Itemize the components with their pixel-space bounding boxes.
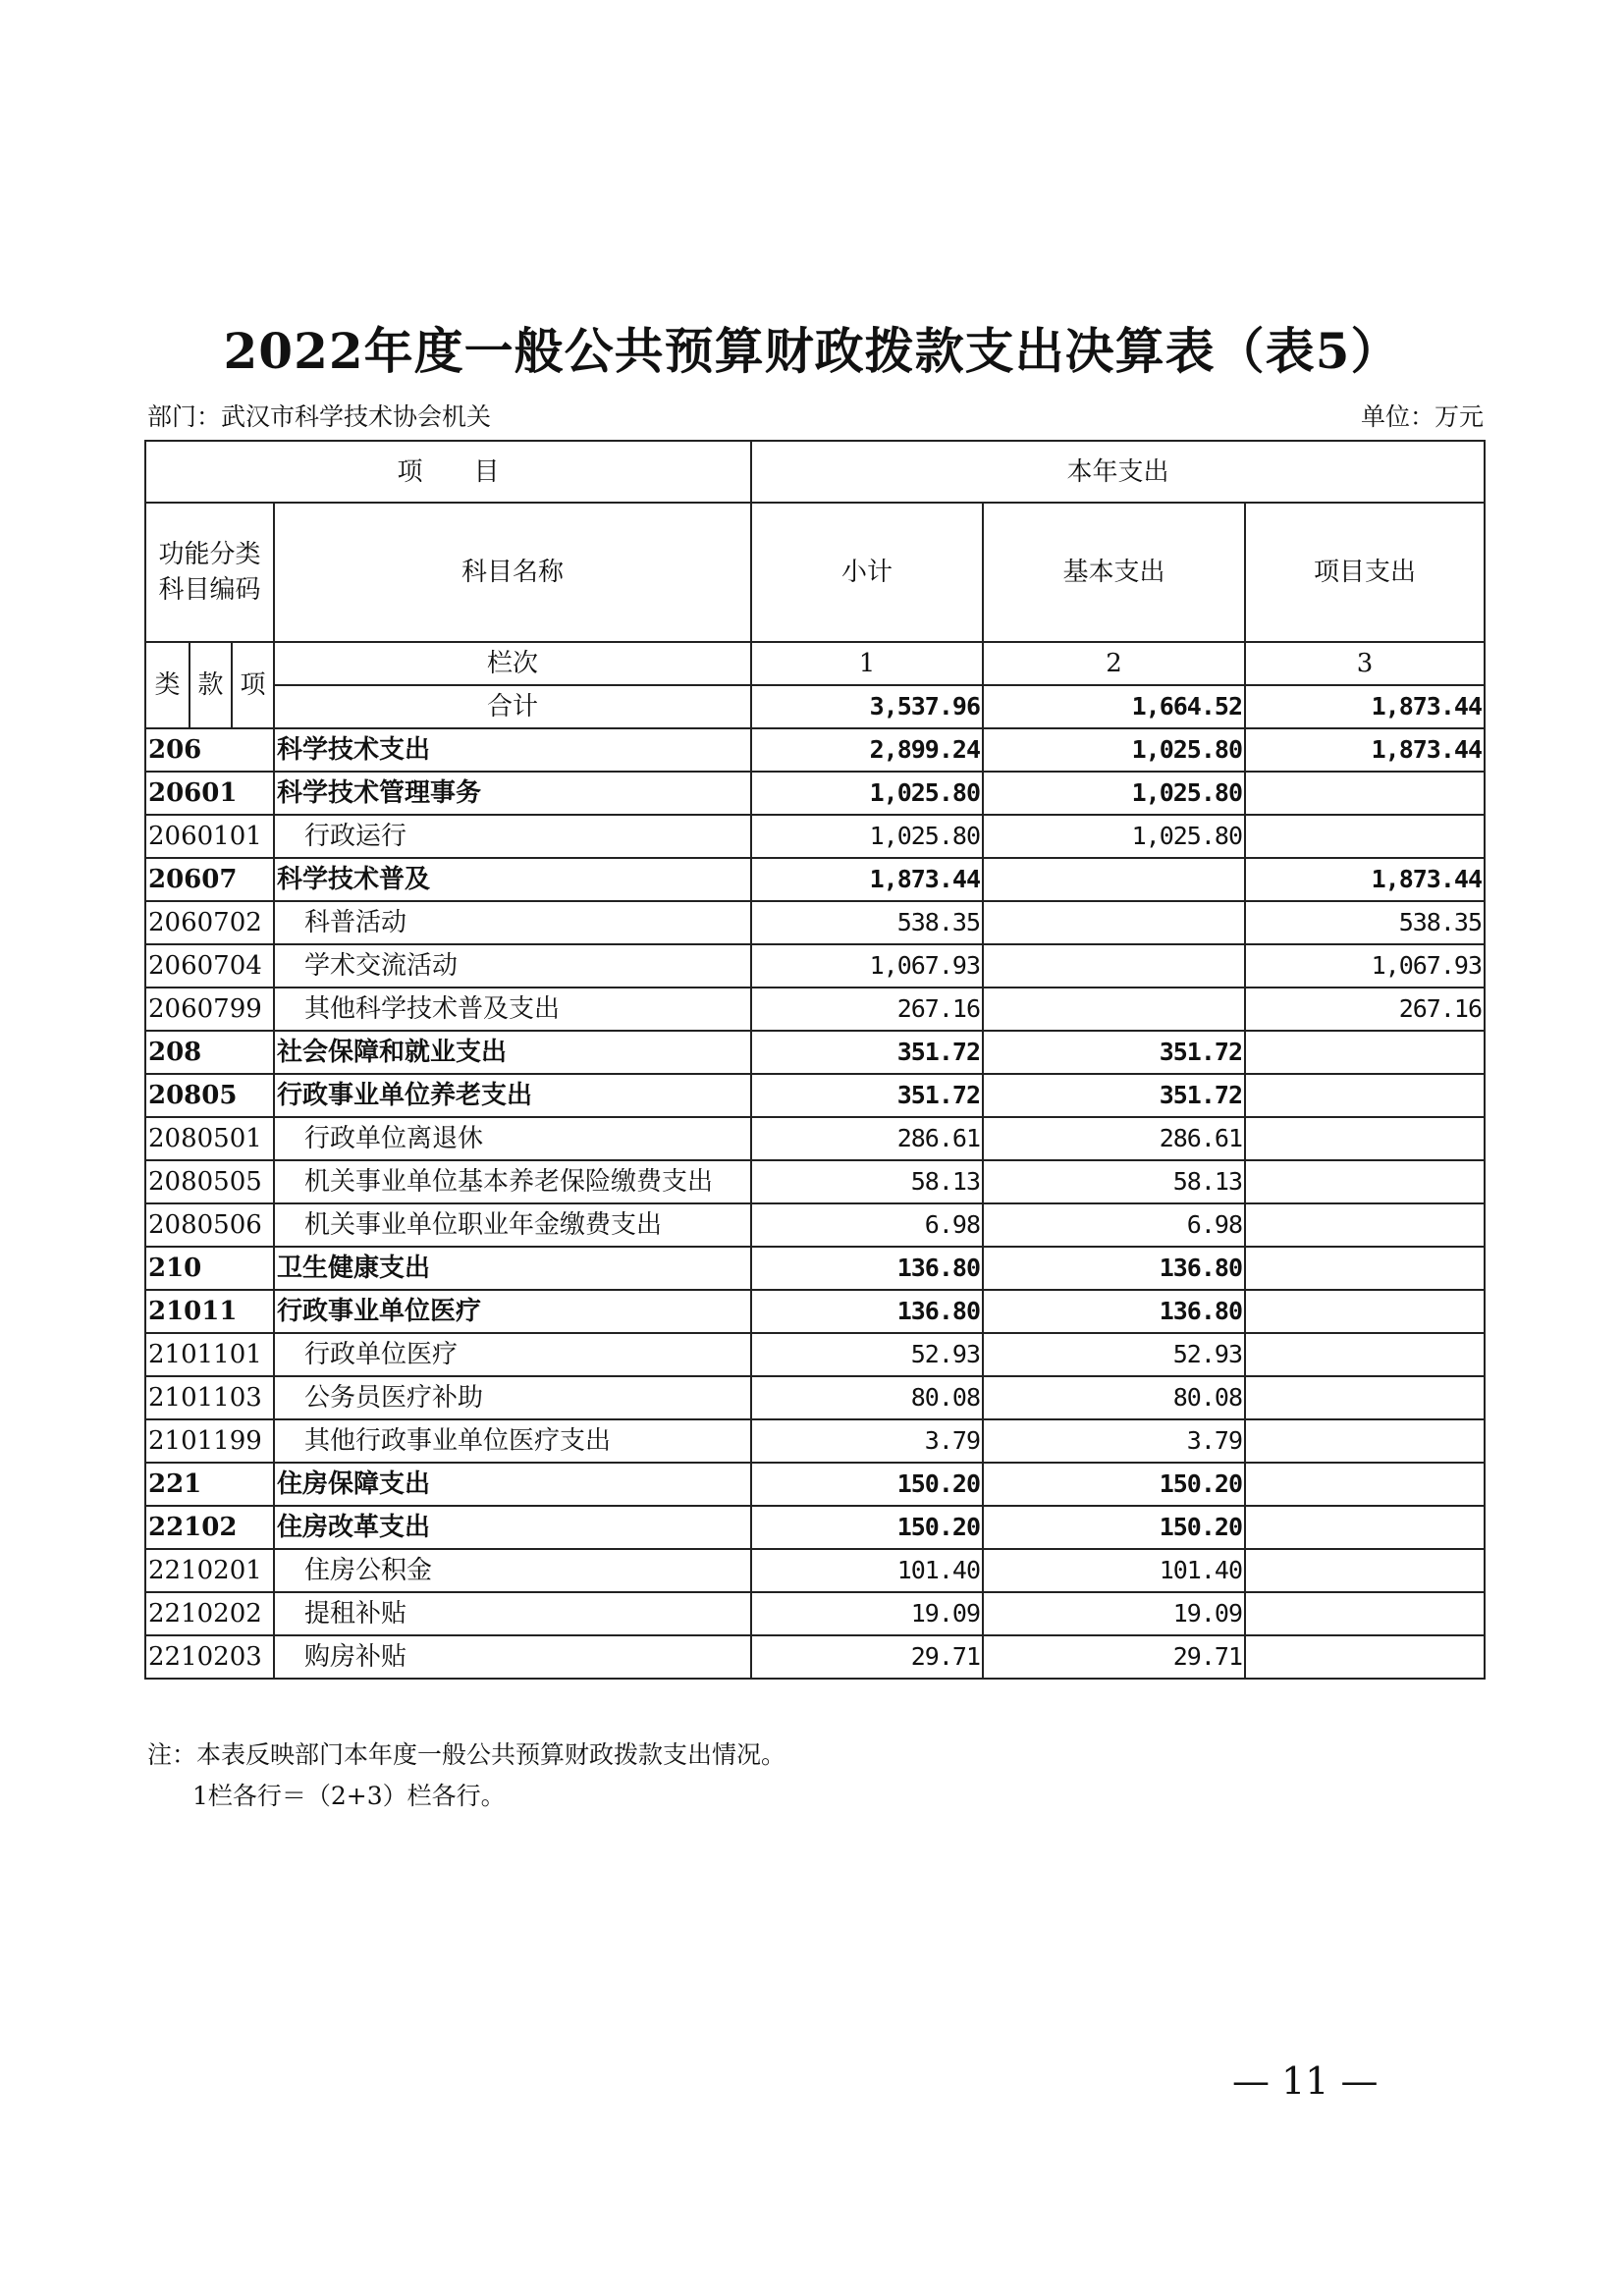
row-basic bbox=[983, 988, 1245, 1031]
row-code: 2210203 bbox=[145, 1635, 274, 1679]
header-xiang: 项 bbox=[232, 642, 274, 728]
row-project bbox=[1245, 1376, 1485, 1419]
row-project: 538.35 bbox=[1245, 901, 1485, 944]
row-name: 机关事业单位职业年金缴费支出 bbox=[274, 1203, 751, 1247]
row-code: 2060799 bbox=[145, 988, 274, 1031]
table-row bbox=[145, 815, 1485, 858]
header-col3: 3 bbox=[1245, 642, 1485, 685]
header-code-group: 功能分类 科目编码 bbox=[145, 503, 274, 642]
row-basic: 136.80 bbox=[983, 1290, 1245, 1333]
row-name: 行政单位医疗 bbox=[274, 1333, 751, 1376]
row-subtotal: 267.16 bbox=[751, 988, 983, 1031]
table-row bbox=[145, 1074, 1485, 1117]
row-name: 机关事业单位基本养老保险缴费支出 bbox=[274, 1160, 751, 1203]
row-name: 提租补贴 bbox=[274, 1592, 751, 1635]
table-row bbox=[145, 944, 1485, 988]
row-name: 行政事业单位医疗 bbox=[274, 1290, 751, 1333]
row-project bbox=[1245, 1247, 1485, 1290]
row-subtotal: 1,067.93 bbox=[751, 944, 983, 988]
row-project bbox=[1245, 1160, 1485, 1203]
row-basic: 150.20 bbox=[983, 1463, 1245, 1506]
row-subtotal: 1,025.80 bbox=[751, 815, 983, 858]
row-project bbox=[1245, 1592, 1485, 1635]
row-name: 卫生健康支出 bbox=[274, 1247, 751, 1290]
row-name: 其他行政事业单位医疗支出 bbox=[274, 1419, 751, 1463]
row-code: 208 bbox=[145, 1031, 274, 1074]
page-title: 2022年度一般公共预算财政拨款支出决算表（表5） bbox=[223, 322, 1401, 380]
budget-table bbox=[144, 440, 1486, 1680]
row-subtotal: 150.20 bbox=[751, 1463, 983, 1506]
department-label: 部门：武汉市科学技术协会机关 bbox=[147, 402, 492, 431]
row-project: 1,873.44 bbox=[1245, 858, 1485, 901]
header-basic: 基本支出 bbox=[983, 503, 1245, 642]
total-subtotal: 3,537.96 bbox=[751, 685, 983, 728]
row-project bbox=[1245, 1549, 1485, 1592]
table-row bbox=[145, 772, 1485, 815]
table-row bbox=[145, 1333, 1485, 1376]
row-basic: 136.80 bbox=[983, 1247, 1245, 1290]
row-code: 2080506 bbox=[145, 1203, 274, 1247]
header-kuan: 款 bbox=[189, 642, 232, 728]
table-row bbox=[145, 1160, 1485, 1203]
header-project: 项目支出 bbox=[1245, 503, 1485, 642]
row-name: 住房改革支出 bbox=[274, 1506, 751, 1549]
row-basic bbox=[983, 944, 1245, 988]
table-row bbox=[145, 901, 1485, 944]
row-basic: 150.20 bbox=[983, 1506, 1245, 1549]
table-row bbox=[145, 1635, 1485, 1679]
row-name: 购房补贴 bbox=[274, 1635, 751, 1679]
row-project bbox=[1245, 815, 1485, 858]
row-subtotal: 19.09 bbox=[751, 1592, 983, 1635]
table-row bbox=[145, 1203, 1485, 1247]
row-name: 住房公积金 bbox=[274, 1549, 751, 1592]
row-basic: 1,025.80 bbox=[983, 815, 1245, 858]
row-name: 其他科学技术普及支出 bbox=[274, 988, 751, 1031]
row-subtotal: 351.72 bbox=[751, 1031, 983, 1074]
table-row bbox=[145, 728, 1485, 772]
row-basic: 101.40 bbox=[983, 1549, 1245, 1592]
row-code: 2060101 bbox=[145, 815, 274, 858]
row-code: 2080505 bbox=[145, 1160, 274, 1203]
row-code: 20805 bbox=[145, 1074, 274, 1117]
table-row bbox=[145, 858, 1485, 901]
row-subtotal: 286.61 bbox=[751, 1117, 983, 1160]
page-number: — 11 — bbox=[1232, 2059, 1379, 2103]
row-code: 2210201 bbox=[145, 1549, 274, 1592]
table-row bbox=[145, 1419, 1485, 1463]
note-line-2: 1栏各行＝（2+3）栏各行。 bbox=[192, 1782, 506, 1810]
row-code: 221 bbox=[145, 1463, 274, 1506]
row-project: 1,067.93 bbox=[1245, 944, 1485, 988]
row-code: 2210202 bbox=[145, 1592, 274, 1635]
row-subtotal: 101.40 bbox=[751, 1549, 983, 1592]
row-name: 学术交流活动 bbox=[274, 944, 751, 988]
table-row bbox=[145, 1117, 1485, 1160]
header-column-seq: 栏次 bbox=[274, 642, 751, 685]
table-row bbox=[145, 988, 1485, 1031]
header-col1: 1 bbox=[751, 642, 983, 685]
row-subtotal: 52.93 bbox=[751, 1333, 983, 1376]
table-row bbox=[145, 1247, 1485, 1290]
total-basic: 1,664.52 bbox=[983, 685, 1245, 728]
row-code: 206 bbox=[145, 728, 274, 772]
row-name: 住房保障支出 bbox=[274, 1463, 751, 1506]
row-subtotal: 538.35 bbox=[751, 901, 983, 944]
row-code: 20607 bbox=[145, 858, 274, 901]
row-subtotal: 1,873.44 bbox=[751, 858, 983, 901]
row-subtotal: 2,899.24 bbox=[751, 728, 983, 772]
row-basic: 351.72 bbox=[983, 1031, 1245, 1074]
row-basic: 19.09 bbox=[983, 1592, 1245, 1635]
row-basic: 351.72 bbox=[983, 1074, 1245, 1117]
row-project bbox=[1245, 1031, 1485, 1074]
row-project: 1,873.44 bbox=[1245, 728, 1485, 772]
row-project bbox=[1245, 1506, 1485, 1549]
header-lei: 类 bbox=[145, 642, 189, 728]
table-row bbox=[145, 1463, 1485, 1506]
row-project bbox=[1245, 1333, 1485, 1376]
row-subtotal: 58.13 bbox=[751, 1160, 983, 1203]
row-code: 21011 bbox=[145, 1290, 274, 1333]
row-basic: 58.13 bbox=[983, 1160, 1245, 1203]
note-line-1: 注：本表反映部门本年度一般公共预算财政拨款支出情况。 bbox=[147, 1740, 786, 1769]
row-basic: 80.08 bbox=[983, 1376, 1245, 1419]
row-code: 2101103 bbox=[145, 1376, 274, 1419]
row-name: 科普活动 bbox=[274, 901, 751, 944]
row-project: 267.16 bbox=[1245, 988, 1485, 1031]
row-project bbox=[1245, 1117, 1485, 1160]
row-subtotal: 29.71 bbox=[751, 1635, 983, 1679]
row-name: 科学技术普及 bbox=[274, 858, 751, 901]
row-basic: 52.93 bbox=[983, 1333, 1245, 1376]
table-row bbox=[145, 1506, 1485, 1549]
table-row bbox=[145, 1376, 1485, 1419]
row-subtotal: 3.79 bbox=[751, 1419, 983, 1463]
unit-label: 单位：万元 bbox=[1360, 402, 1484, 431]
table-row bbox=[145, 1592, 1485, 1635]
row-subtotal: 6.98 bbox=[751, 1203, 983, 1247]
row-name: 科学技术管理事务 bbox=[274, 772, 751, 815]
total-label: 合计 bbox=[274, 685, 751, 728]
table-row bbox=[145, 1031, 1485, 1074]
row-name: 科学技术支出 bbox=[274, 728, 751, 772]
row-code: 2060704 bbox=[145, 944, 274, 988]
row-subtotal: 351.72 bbox=[751, 1074, 983, 1117]
row-name: 行政事业单位养老支出 bbox=[274, 1074, 751, 1117]
row-subtotal: 1,025.80 bbox=[751, 772, 983, 815]
row-project bbox=[1245, 772, 1485, 815]
row-code: 22102 bbox=[145, 1506, 274, 1549]
row-code: 20601 bbox=[145, 772, 274, 815]
row-basic: 1,025.80 bbox=[983, 772, 1245, 815]
row-subtotal: 80.08 bbox=[751, 1376, 983, 1419]
header-current-year: 本年支出 bbox=[751, 441, 1485, 503]
row-code: 2101199 bbox=[145, 1419, 274, 1463]
row-project bbox=[1245, 1203, 1485, 1247]
row-project bbox=[1245, 1419, 1485, 1463]
row-project bbox=[1245, 1635, 1485, 1679]
row-project bbox=[1245, 1290, 1485, 1333]
row-subtotal: 150.20 bbox=[751, 1506, 983, 1549]
table-row bbox=[145, 1290, 1485, 1333]
row-subtotal: 136.80 bbox=[751, 1247, 983, 1290]
row-basic: 6.98 bbox=[983, 1203, 1245, 1247]
row-basic: 3.79 bbox=[983, 1419, 1245, 1463]
row-name: 社会保障和就业支出 bbox=[274, 1031, 751, 1074]
row-code: 2060702 bbox=[145, 901, 274, 944]
row-basic bbox=[983, 858, 1245, 901]
header-col2: 2 bbox=[983, 642, 1245, 685]
row-subtotal: 136.80 bbox=[751, 1290, 983, 1333]
row-name: 公务员医疗补助 bbox=[274, 1376, 751, 1419]
row-code: 210 bbox=[145, 1247, 274, 1290]
total-project: 1,873.44 bbox=[1245, 685, 1485, 728]
row-project bbox=[1245, 1074, 1485, 1117]
row-name: 行政单位离退休 bbox=[274, 1117, 751, 1160]
row-code: 2101101 bbox=[145, 1333, 274, 1376]
row-basic: 29.71 bbox=[983, 1635, 1245, 1679]
row-project bbox=[1245, 1463, 1485, 1506]
row-name: 行政运行 bbox=[274, 815, 751, 858]
row-basic: 286.61 bbox=[983, 1117, 1245, 1160]
row-basic bbox=[983, 901, 1245, 944]
row-code: 2080501 bbox=[145, 1117, 274, 1160]
row-basic: 1,025.80 bbox=[983, 728, 1245, 772]
header-item: 项 目 bbox=[145, 441, 751, 503]
header-subtotal: 小计 bbox=[751, 503, 983, 642]
table-row bbox=[145, 1549, 1485, 1592]
header-subject-name: 科目名称 bbox=[274, 503, 751, 642]
